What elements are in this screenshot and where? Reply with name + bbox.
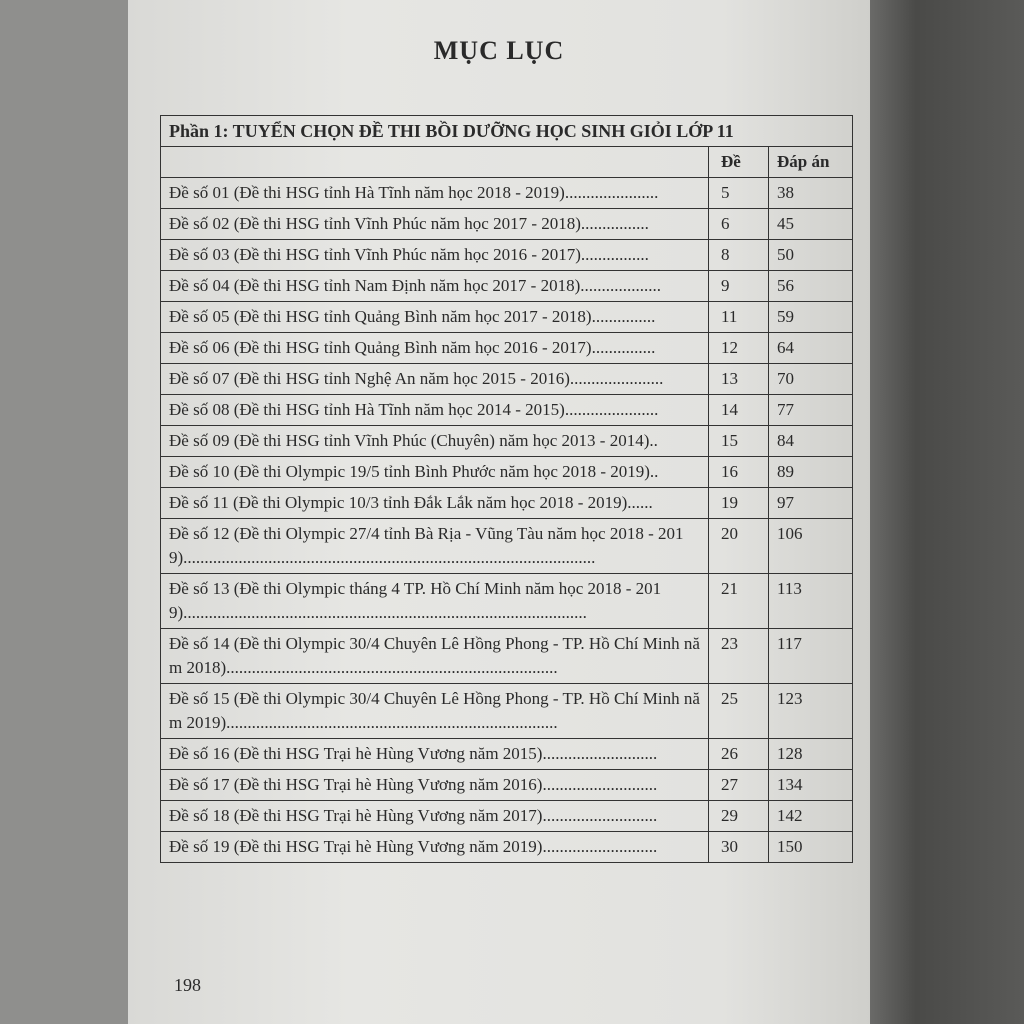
table-row [161,488,853,519]
entry-de-page: 11 [709,302,769,333]
entry-title: Đề số 17 (Đề thi HSG Trại hè Hùng Vương năm 2016)........................... [161,770,709,801]
table-row [161,574,853,629]
table-row [161,302,853,333]
page-number: 198 [174,975,201,995]
entry-title: Đề số 14 (Đề thi Olympic 30/4 Chuyên Lê Hồng Phong - TP. Hồ Chí Minh năm 2018).............................................................................. [161,629,709,684]
table-row [161,426,853,457]
entry-answer-page: 59 [769,302,853,333]
entry-title: Đề số 06 (Đề thi HSG tỉnh Quảng Bình năm học 2016 - 2017)............... [161,333,709,364]
entry-answer-page: 64 [769,333,853,364]
entry-title: Đề số 08 (Đề thi HSG tỉnh Hà Tĩnh năm học 2014 - 2015)...................... [161,395,709,426]
column-header-de: Đề [709,147,769,178]
entry-de-page: 8 [709,240,769,271]
entry-de-page: 21 [709,574,769,629]
table-row [161,271,853,302]
book-page [128,0,870,1024]
entry-de-page: 5 [709,178,769,209]
entry-answer-page: 56 [769,271,853,302]
entry-de-page: 15 [709,426,769,457]
table-row [161,770,853,801]
entry-answer-page: 142 [769,801,853,832]
entry-de-page: 23 [709,629,769,684]
entry-de-page: 26 [709,739,769,770]
entry-title: Đề số 18 (Đề thi HSG Trại hè Hùng Vương năm 2017)........................... [161,801,709,832]
entry-de-page: 14 [709,395,769,426]
entry-answer-page: 150 [769,832,853,863]
table-row [161,395,853,426]
entry-answer-page: 77 [769,395,853,426]
table-row [161,739,853,770]
entry-title: Đề số 19 (Đề thi HSG Trại hè Hùng Vương năm 2019)........................... [161,832,709,863]
book-binding-edge [870,0,1024,1024]
table-row [161,240,853,271]
entry-de-page: 20 [709,519,769,574]
entry-de-page: 30 [709,832,769,863]
entry-de-page: 16 [709,457,769,488]
entry-answer-page: 128 [769,739,853,770]
table-of-contents [160,115,853,863]
entry-title: Đề số 03 (Đề thi HSG tỉnh Vĩnh Phúc năm học 2016 - 2017)................ [161,240,709,271]
entry-title: Đề số 02 (Đề thi HSG tỉnh Vĩnh Phúc năm học 2017 - 2018)................ [161,209,709,240]
entry-de-page: 6 [709,209,769,240]
entry-title: Đề số 07 (Đề thi HSG tỉnh Nghệ An năm học 2015 - 2016)...................... [161,364,709,395]
entry-title: Đề số 01 (Đề thi HSG tỉnh Hà Tĩnh năm học 2018 - 2019)...................... [161,178,709,209]
page-title: MỤC LỤC [433,36,565,65]
table-row [161,832,853,863]
entry-title: Đề số 04 (Đề thi HSG tỉnh Nam Định năm học 2017 - 2018)................... [161,271,709,302]
table-row [161,457,853,488]
entry-de-page: 9 [709,271,769,302]
entry-de-page: 19 [709,488,769,519]
table-row [161,178,853,209]
entry-title: Đề số 05 (Đề thi HSG tỉnh Quảng Bình năm học 2017 - 2018)............... [161,302,709,333]
table-row [161,684,853,739]
entry-de-page: 13 [709,364,769,395]
entry-answer-page: 50 [769,240,853,271]
entry-answer-page: 70 [769,364,853,395]
entry-answer-page: 97 [769,488,853,519]
table-row [161,801,853,832]
entry-title: Đề số 12 (Đề thi Olympic 27/4 tỉnh Bà Rịa - Vũng Tàu năm học 2018 - 2019)................................................................................................. [161,519,709,574]
entry-answer-page: 123 [769,684,853,739]
column-header-row [161,147,853,178]
entry-answer-page: 45 [769,209,853,240]
entry-answer-page: 106 [769,519,853,574]
table-row [161,629,853,684]
entry-answer-page: 38 [769,178,853,209]
entry-answer-page: 134 [769,770,853,801]
table-row [161,364,853,395]
entry-title: Đề số 16 (Đề thi HSG Trại hè Hùng Vương năm 2015)........................... [161,739,709,770]
entry-answer-page: 84 [769,426,853,457]
entry-answer-page: 89 [769,457,853,488]
table-row [161,333,853,364]
entry-de-page: 12 [709,333,769,364]
entry-title: Đề số 13 (Đề thi Olympic tháng 4 TP. Hồ Chí Minh năm học 2018 - 2019)............................................................................................... [161,574,709,629]
entry-de-page: 27 [709,770,769,801]
entry-title: Đề số 15 (Đề thi Olympic 30/4 Chuyên Lê Hồng Phong - TP. Hồ Chí Minh năm 2019).............................................................................. [161,684,709,739]
entry-de-page: 25 [709,684,769,739]
entry-answer-page: 117 [769,629,853,684]
entry-title: Đề số 10 (Đề thi Olympic 19/5 tỉnh Bình Phước năm học 2018 - 2019).. [161,457,709,488]
blank-header [161,147,709,178]
table-row [161,209,853,240]
section-heading: Phần 1: TUYỂN CHỌN ĐỀ THI BỒI DƯỠNG HỌC SINH GIỎI LỚP 11 [161,116,853,147]
column-header-dap-an: Đáp án [769,147,853,178]
entry-de-page: 29 [709,801,769,832]
entry-title: Đề số 09 (Đề thi HSG tỉnh Vĩnh Phúc (Chuyên) năm học 2013 - 2014).. [161,426,709,457]
section-heading-row [161,116,853,147]
table-row [161,519,853,574]
entry-answer-page: 113 [769,574,853,629]
entry-title: Đề số 11 (Đề thi Olympic 10/3 tỉnh Đắk Lắk năm học 2018 - 2019)...... [161,488,709,519]
